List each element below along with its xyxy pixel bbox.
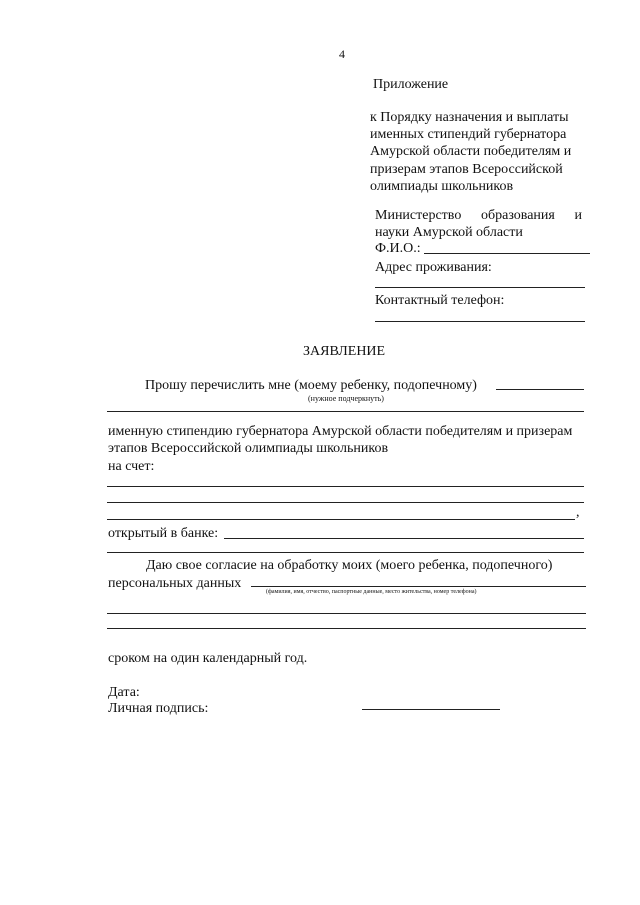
phone-label: Контактный телефон:	[375, 293, 505, 308]
appendix-title: Приложение	[373, 77, 449, 92]
personal-data-hint: (фамилия, имя, отчество, паспортные данные, место жительства, номер телефона)	[266, 589, 477, 595]
appendix-line: к Порядку назначения и выплаты	[370, 110, 569, 125]
stipend-line-1: именную стипендию губернатора Амурской области победителям и призерам	[108, 424, 573, 439]
date-label: Дата:	[108, 685, 140, 700]
account-label: на счет:	[108, 459, 155, 474]
fio-field[interactable]	[424, 253, 590, 254]
ministry-word: Министерство	[375, 208, 462, 223]
ministry-line-1	[375, 207, 582, 224]
phone-field[interactable]	[375, 321, 585, 322]
consent-line-1: Даю свое согласие на обработку моих (моего ребенка, подопечного)	[146, 558, 553, 573]
appendix-line: именных стипендий губернатора	[370, 127, 567, 143]
account-field-line-1[interactable]	[107, 486, 584, 487]
appendix-line: Амурской области победителям и	[370, 144, 572, 160]
account-field-line-3[interactable]	[107, 519, 575, 520]
recipient-field[interactable]	[496, 389, 584, 390]
ministry-word: образования	[480, 208, 555, 223]
fio-label: Ф.И.О.:	[375, 241, 421, 256]
address-label: Адрес проживания:	[375, 260, 492, 275]
document-heading: ЗАЯВЛЕНИЕ	[303, 344, 386, 359]
address-field[interactable]	[375, 287, 585, 288]
personal-data-field[interactable]	[251, 586, 586, 587]
ministry-word: и	[574, 208, 582, 223]
stipend-line-2: этапов Всероссийской олимпиады школьников	[108, 441, 389, 456]
bank-field[interactable]	[224, 538, 584, 539]
request-line: Прошу перечислить мне (моему ребенку, подопечному)	[145, 378, 477, 393]
recipient-field-line-2[interactable]	[107, 411, 584, 412]
signature-label: Личная подпись:	[108, 701, 209, 716]
page-number: 4	[339, 47, 345, 61]
bank-label: открытый в банке:	[108, 526, 219, 541]
term-line: сроком на один календарный год.	[108, 651, 308, 666]
signature-field[interactable]	[362, 709, 500, 710]
bank-field-line-2[interactable]	[107, 552, 584, 553]
account-comma: ,	[576, 505, 580, 520]
appendix-line: олимпиады школьников	[370, 178, 514, 194]
ministry-line-2: науки Амурской области	[375, 225, 523, 240]
appendix-line: призерам этапов Всероссийской	[370, 161, 563, 177]
consent-line-2: персональных данных	[108, 576, 242, 591]
appendix-text	[370, 109, 571, 195]
personal-data-field-line-3[interactable]	[107, 628, 586, 629]
personal-data-field-line-2[interactable]	[107, 613, 586, 614]
account-field-line-2[interactable]	[107, 502, 584, 503]
underline-hint: (нужное подчеркнуть)	[308, 394, 384, 403]
